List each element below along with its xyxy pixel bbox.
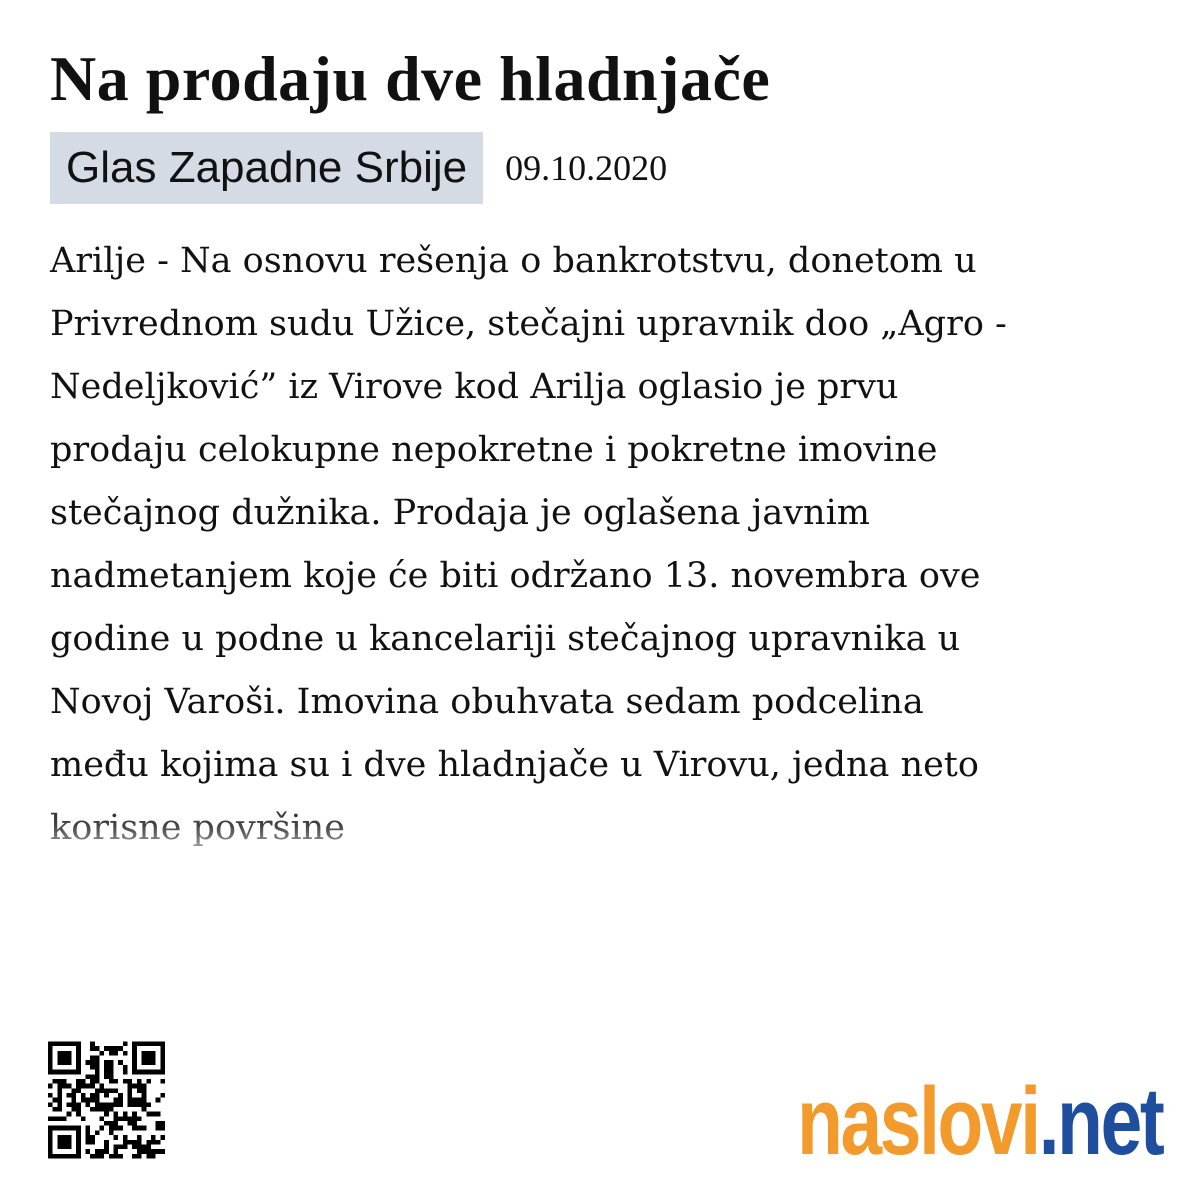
logo-part-net: .net [1038,1068,1162,1175]
source-label: Glas Zapadne Srbije [66,143,468,192]
body-line-faded: korisne površine [50,797,345,860]
article-title: Na prodaju dve hladnjače [50,43,771,114]
qr-code-icon [48,1038,165,1162]
article-body [50,230,1150,860]
naslovi-logo[interactable] [796,1068,1162,1175]
publish-date: 09.10.2020 [505,148,668,188]
body-line: godine u podne u kancelariji stečajnog upravnika u [50,619,961,659]
body-line: među kojima su i dve hladnjače u Virovu, jedna neto [50,745,979,785]
source-badge[interactable] [50,132,483,204]
body-line: Privrednom sudu Užice, stečajni upravnik doo „Agro - [50,304,1007,344]
body-line: prodaju celokupne nepokretne i pokretne imovine [50,430,938,470]
body-line: Nedeljković” iz Virove kod Arilja oglasio je prvu [50,367,899,407]
body-line: Arilje - Na osnovu rešenja o bankrotstvu, donetom u [50,241,977,281]
body-line: stečajnog dužnika. Prodaja je oglašena javnim [50,493,870,533]
logo-part-naslovi: naslovi [796,1068,1039,1175]
body-line: nadmetanjem koje će biti održano 13. novembra ove [50,556,981,596]
body-line: Novoj Varoši. Imovina obuhvata sedam podcelina [50,682,924,722]
article-meta [50,132,667,204]
